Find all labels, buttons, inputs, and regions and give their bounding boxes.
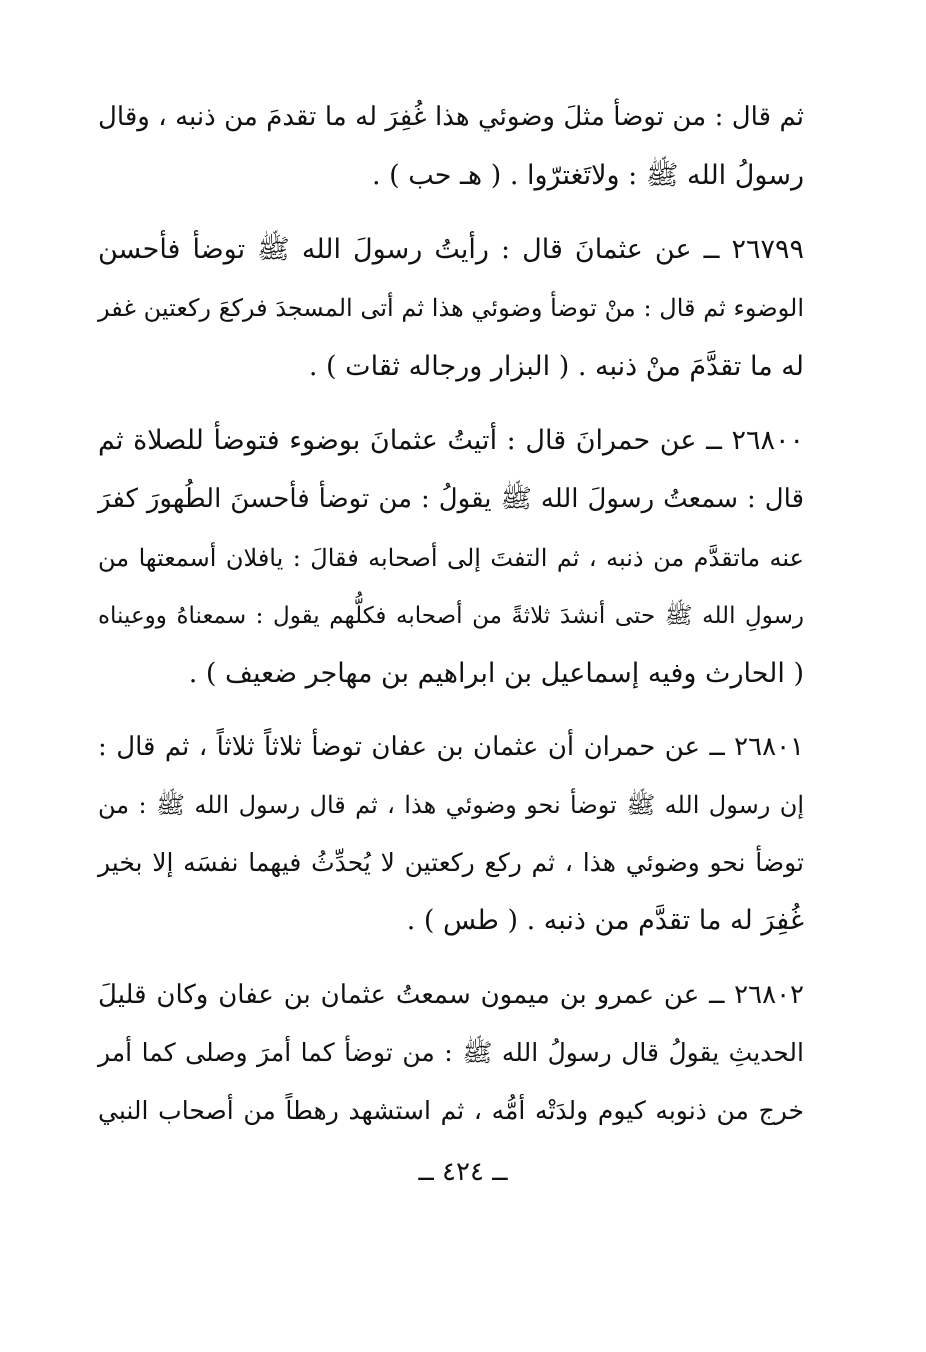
hadith-26802-line-3: خرج من ذنوبه كيوم ولدَتْه أمُّه ، ثم استشهد رهطاً من أصحاب النبي [98, 1096, 804, 1125]
hadith-26800-line-1: ٢٦٨٠٠ ــ عن حمرانَ قال : أتيتُ عثمانَ بوضوء فتوضأ للصلاة ثم [98, 425, 804, 456]
hadith-26802-line-2: الحديثِ يقولُ قال رسولُ الله ﷺ : من توضأ كما أمرَ وصلى كما أمر [98, 1038, 804, 1067]
text-line-1: ثم قال : من توضأ مثلَ وضوئي هذا غُفِرَ له ما تقدمَ من ذنبه ، وقال [98, 102, 804, 132]
hadith-26800-line-5: ( الحارث وفيه إسماعيل بن ابراهيم بن مهاجر ضعيف ) . [188, 658, 804, 689]
hadith-26801-line-2: إن رسول الله ﷺ توضأ نحو وضوئي هذا ، ثم قال رسول الله ﷺ : من [98, 791, 804, 819]
hadith-26801-line-4: غُفِرَ له ما تقدَّم من ذنبه . ( طس ) . [406, 905, 804, 936]
hadith-26801-line-3: توضأ نحو وضوئي هذا ، ثم ركع ركعتين لا يُحدِّثُ فيهما نفسَه إلا بخير [98, 848, 804, 877]
hadith-26801-line-1: ٢٦٨٠١ ــ عن حمران أن عثمان بن عفان توضأ ثلاثاً ثلاثاً ، ثم قال : [98, 732, 804, 762]
hadith-26799-line-3: له ما تقدَّمَ منْ ذنبه . ( البزار ورجاله ثقات ) . [308, 351, 804, 382]
page-number: ــ ٤٢٤ ــ [418, 1157, 508, 1187]
hadith-26802-line-1: ٢٦٨٠٢ ــ عن عمرو بن ميمون سمعتُ عثمان بن عفان وكان قليلَ [98, 980, 804, 1010]
hadith-26800-line-4: رسولِ الله ﷺ حتى أنشدَ ثلاثةً من أصحابه فكلُّهم يقول : سمعناهُ ووعيناه [98, 603, 804, 629]
hadith-26800-line-3: عنه ماتقدَّم من ذنبه ، ثم التفتَ إلى أصحابه فقالَ : يافلان أسمعتها من [98, 544, 804, 572]
text-line-2: رسولُ الله ﷺ : ولاتَغترّوا . ( هـ حب ) . [371, 160, 804, 191]
hadith-26799-line-2: الوضوء ثم قال : منْ توضأ وضوئي هذا ثم أتى المسجدَ فركعَ ركعتين غفر [98, 294, 804, 322]
hadith-26800-line-2: قال : سمعتُ رسولَ الله ﷺ يقولُ : من توضأ فأحسنَ الطُهورَ كفرَ [98, 484, 804, 514]
hadith-26799-line-1: ٢٦٧٩٩ ــ عن عثمانَ قال : رأيتُ رسولَ الله ﷺ توضأ فأحسن [98, 234, 804, 265]
page-body [98, 88, 804, 1288]
